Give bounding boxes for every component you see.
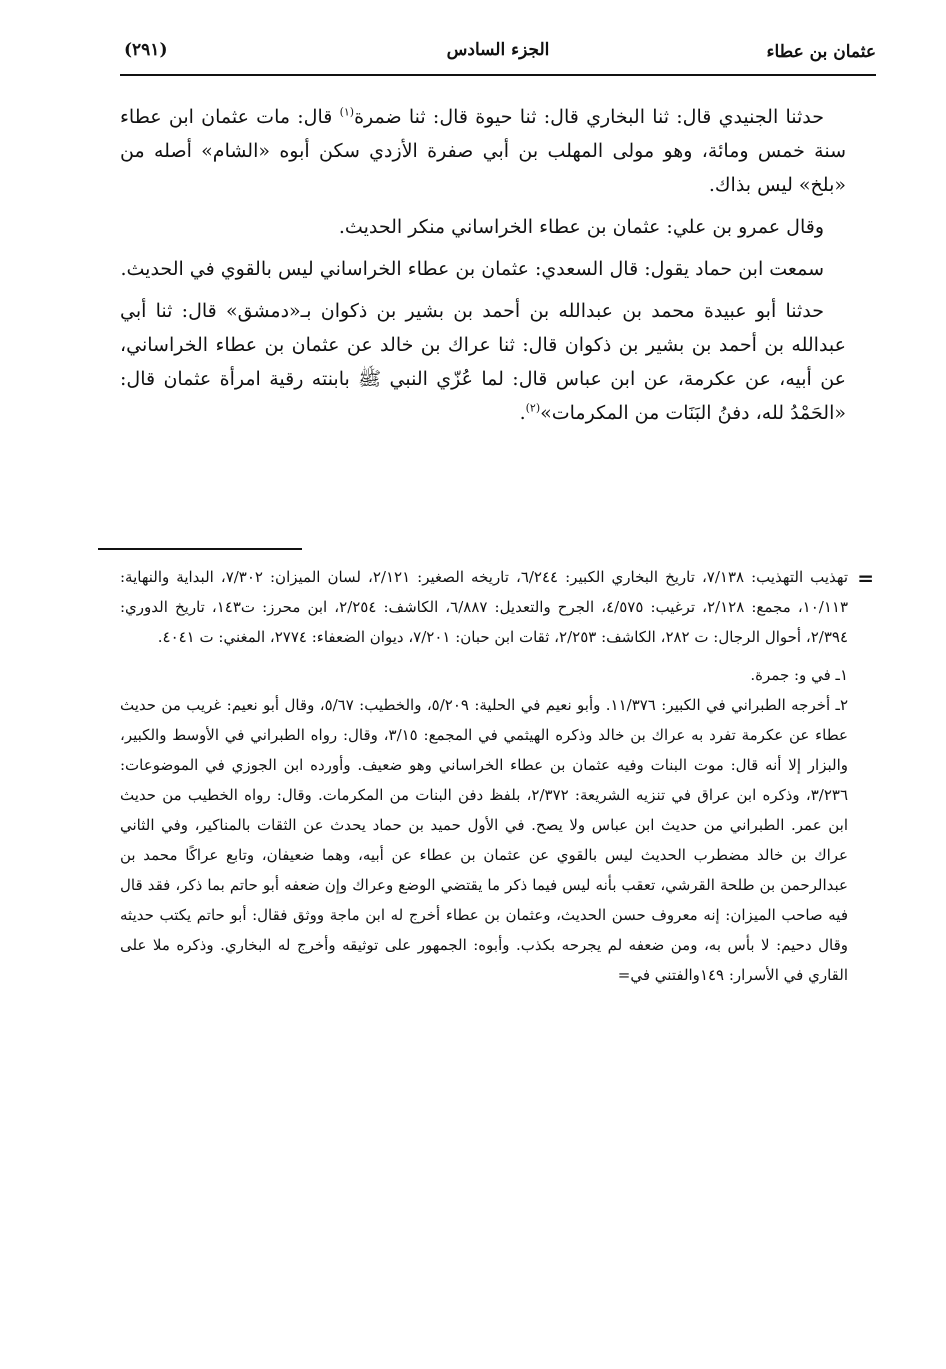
paragraph-1-rest: قال: مات عثمان ابن عطاء سنة خمس ومائة، وهو مولى المهلب بن أبي صفرة الأزدي سكن أبوه «الشام» أصله من «بلخ» ليس بذاك. — [120, 106, 846, 196]
paragraph-1 — [120, 100, 846, 202]
continuation-mark: = — [857, 566, 874, 590]
header-entry-title: عثمان بن عطاء — [766, 42, 876, 62]
paragraph-4-text: حدثنا أبو عبيدة محمد بن عبدالله بن أحمد بن بشير بن ذكوان بـ«دمشق» قال: ثنا أبي عبدالله بن أحمد بن بشير بن ذكوان قال: ثنا عراك بن خالد عن عثمان بن عطاء الخراساني، عن أبيه، عن عكرمة، عن ابن عباس قال: لما عُزّي النبي ﷺ بابنته رقية امرأة عثمان قال: «الحَمْدُ لله، دفنُ البَنَات من المكرمات» — [120, 300, 846, 424]
paragraph-2: وقال عمرو بن علي: عثمان بن عطاء الخراساني منكر الحديث. — [338, 216, 824, 238]
footnote-ref-2: (٢) — [525, 401, 541, 415]
paragraph-4 — [120, 294, 846, 430]
footnote-1 — [120, 660, 848, 690]
paragraph-1-start: حدثنا الجنيدي قال: ثنا البخاري قال: ثنا حيوة قال: ثنا ضمرة — [354, 106, 824, 128]
footnotes — [120, 562, 848, 990]
header-volume-title: الجزء السادس — [446, 40, 550, 60]
footnote-continuation: تهذيب التهذيب: ٧/١٣٨، تاريخ البخاري الكبير: ٦/٢٤٤، تاريخه الصغير: ٢/١٢١، لسان الميزان: ٧/٣٠٢، البداية والنهاية: ١٠/١١٣، مجمع: ٢/١٢٨، ترغيب: ٤/٥٧٥، الجرح والتعديل: ٦/٨٨٧، الكاشف: ٢/٢٥٤، ابن محرز: ت١٤٣، تاريخ الدوري: ٢/٣٩٤، أحوال الرجال: ت ٢٨٢، الكاشف: ٢/٢٥٣، ثقات ابن حبان: ٧/٢٠١، ديوان الضعفاء: ٢٧٧٤، المغني: ت ٤٠٤١. — [120, 568, 849, 646]
footnote-1-label: ١ـ — [835, 666, 848, 684]
main-text — [120, 100, 846, 430]
paragraph-3: سمعت ابن حماد يقول: قال السعدي: عثمان بن عطاء الخراساني ليس بالقوي في الحديث. — [120, 258, 824, 280]
footnote-2-text: أخرجه الطبراني في الكبير: ١١/٣٧٦. وأبو نعيم في الحلية: ٥/٢٠٩، والخطيب: ٥/٦٧، وقال أبو نعيم: غريب من حديث عطاء عن عكرمة تفرد به عراك بن خالد وذكره الهيثمي في المجمع: ٣/١٥، وقال: رواه الطبراني في الأوسط والكبير، والبزار إلا أنه قال: موت البنات وفيه عثمان بن عطاء الخراساني وهو ضعيف. وأورده ابن الجوزي في الموضوعات: ٣/٢٣٦، وذكره ابن عراق في تنزيه الشريعة: ٢/٣٧٢، بلفظ دفن البنات من المكرمات. وقال: رواه الخطيب من حديث ابن عمر. الطبراني من حديث ابن عباس ولا يصح. في الأول حميد بن حماد يحدث عن الثقات بالمناكير، وفي الثاني عراك بن خالد مضطرب الحديث ليس بالقوي عن عثمان بن عطاء عن أبيه، وهما ضعيفان، وتابع عراكًا محمد بن عبدالرحمن بن طلحة القرشي، تعقب بأنه ليس فيما ذكر ما يقتضي الوضع وعراك وإن ضعفه أبو حاتم بما ذكر، فقد قال فيه صاحب الميزان: إنه معروف حسن الحديث، وعثمان بن عطاء أخرج له ابن ماجة ووثق فقال: أبو حاتم يكتب حديثه وقال دحيم: لا بأس به، ومن ضعفه لم يجرحه بكذب. وأبوه: الجمهور على توثيقه وأخرج له البخاري. وذكره ملا على القاري في الأسرار: ١٤٩والفتني في= — [120, 696, 848, 984]
header-page-number: (٢٩١) — [124, 40, 168, 60]
footnote-separator — [98, 548, 302, 550]
footnote-2-label: ٢ـ — [835, 696, 849, 714]
page-header — [120, 38, 876, 76]
footnote-2 — [120, 690, 848, 990]
footnote-1-text: في و: جمرة. — [750, 666, 831, 684]
paragraph-4-end: . — [519, 402, 526, 424]
footnote-ref-1: (١) — [339, 105, 355, 119]
